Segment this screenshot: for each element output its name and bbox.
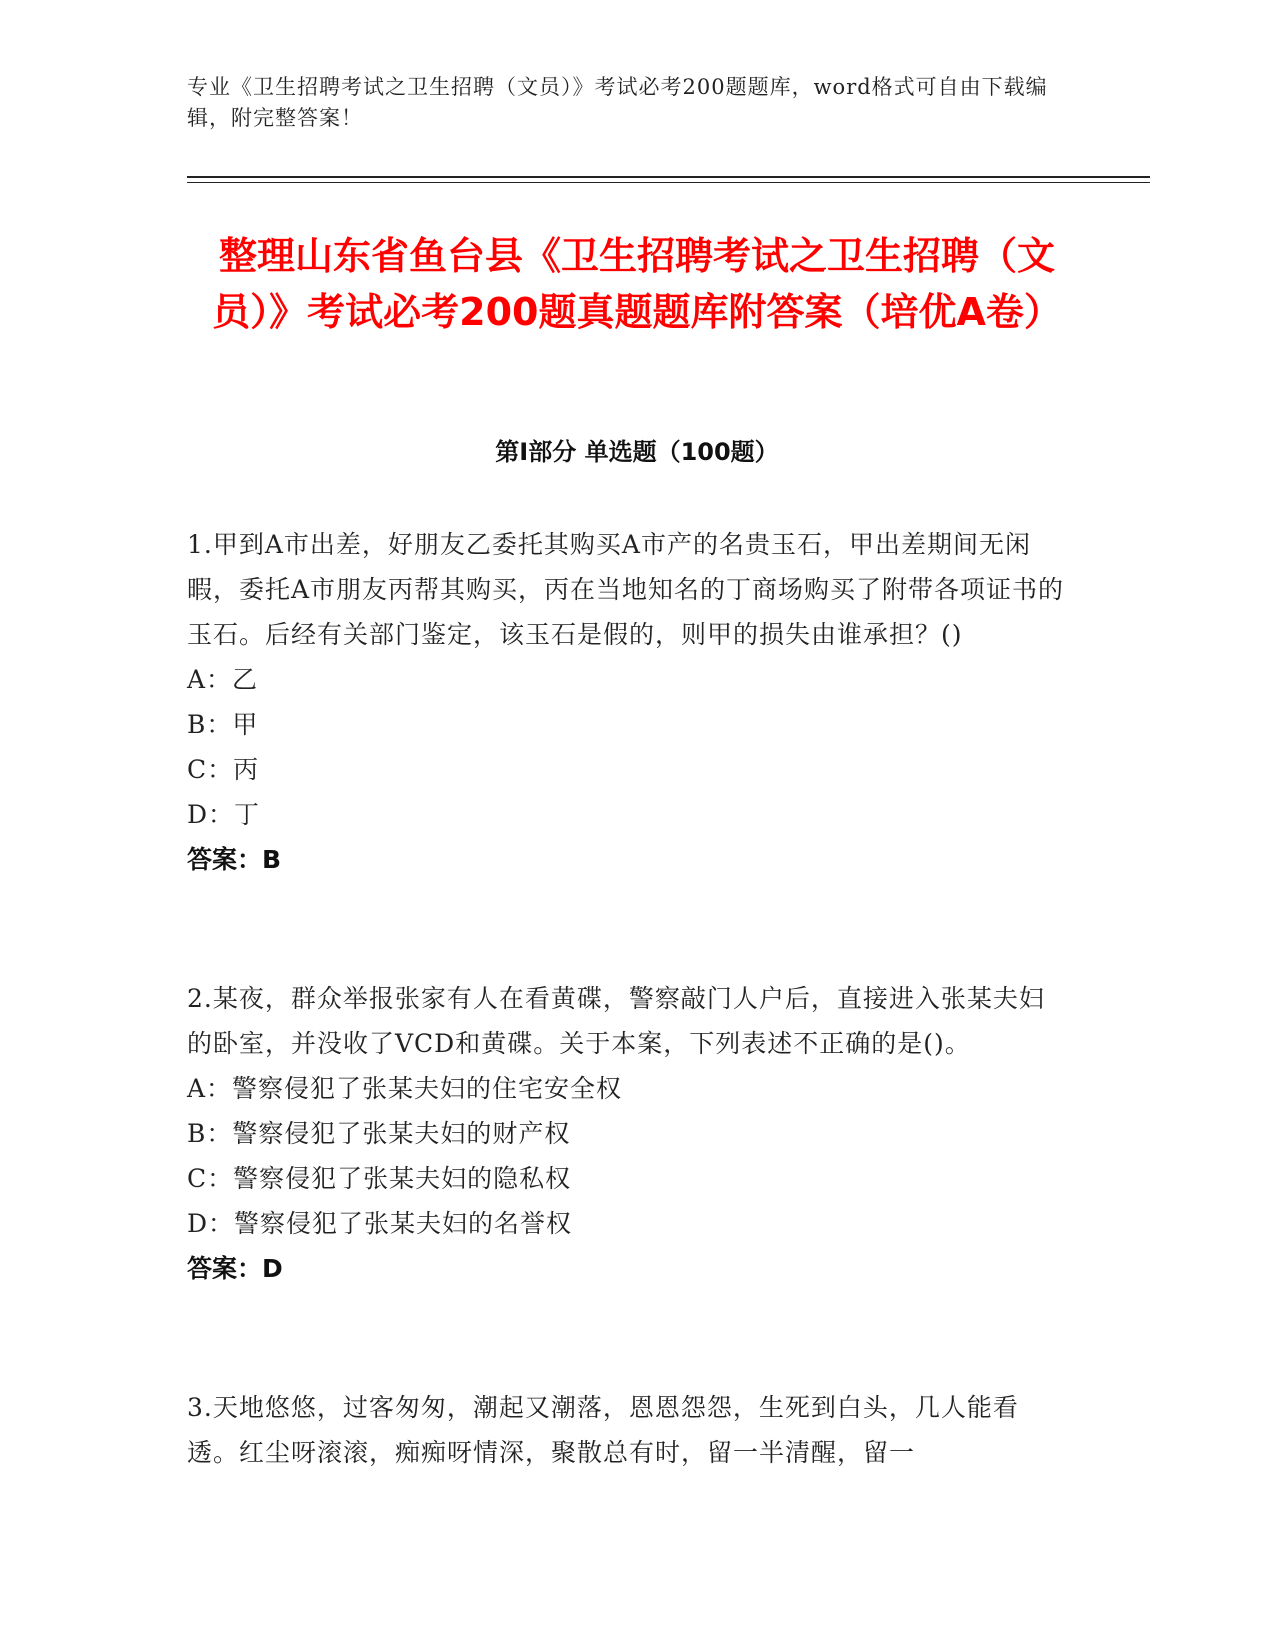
question-stem: 1.甲到A市出差，好朋友乙委托其购买A市产的名贵玉石，甲出差期间无闲暇，委托A市朋友丙帮其购买，丙在当地知名的丁商场购买了附带各项证书的玉石。后经有关部门鉴定，该玉石是假的，则甲的损失由谁承担？() xyxy=(187,530,1065,649)
option-b: B：警察侵犯了张某夫妇的财产权 xyxy=(187,1119,571,1148)
option-b: B：甲 xyxy=(187,710,259,739)
header-rule-thick xyxy=(187,176,1150,178)
header-note: 专业《卫生招聘考试之卫生招聘（文员）》考试必考200题题库，word格式可自由下载编辑，附完整答案！ xyxy=(187,75,1048,130)
question-1 xyxy=(187,522,1067,882)
question-3 xyxy=(187,1385,1067,1475)
question-answer: 答案：B xyxy=(187,845,282,874)
option-d: D：警察侵犯了张某夫妇的名誉权 xyxy=(187,1209,573,1238)
header-rule-thin xyxy=(187,182,1150,183)
question-answer: 答案：D xyxy=(187,1254,283,1283)
option-c: C：警察侵犯了张某夫妇的隐私权 xyxy=(187,1164,572,1193)
option-a: A：警察侵犯了张某夫妇的住宅安全权 xyxy=(187,1074,623,1103)
question-2 xyxy=(187,976,1067,1291)
option-d: D：丁 xyxy=(187,800,261,829)
section-heading: 第Ⅰ部分 单选题（100题） xyxy=(495,438,779,466)
question-stem: 2.某夜，群众举报张家有人在看黄碟，警察敲门人户后，直接进入张某夫妇的卧室，并没收了VCD和黄碟。关于本案，下列表述不正确的是()。 xyxy=(187,984,1045,1058)
option-a: A：乙 xyxy=(187,665,259,694)
question-stem: 3.天地悠悠，过客匆匆，潮起又潮落，恩恩怨怨，生死到白头，几人能看透。红尘呀滚滚，痴痴呀情深，聚散总有时，留一半清醒，留一 xyxy=(187,1393,1019,1467)
document-title: 整理山东省鱼台县《卫生招聘考试之卫生招聘（文员）》考试必考200题真题题库附答案（培优A卷） xyxy=(212,234,1062,334)
option-c: C：丙 xyxy=(187,755,260,784)
